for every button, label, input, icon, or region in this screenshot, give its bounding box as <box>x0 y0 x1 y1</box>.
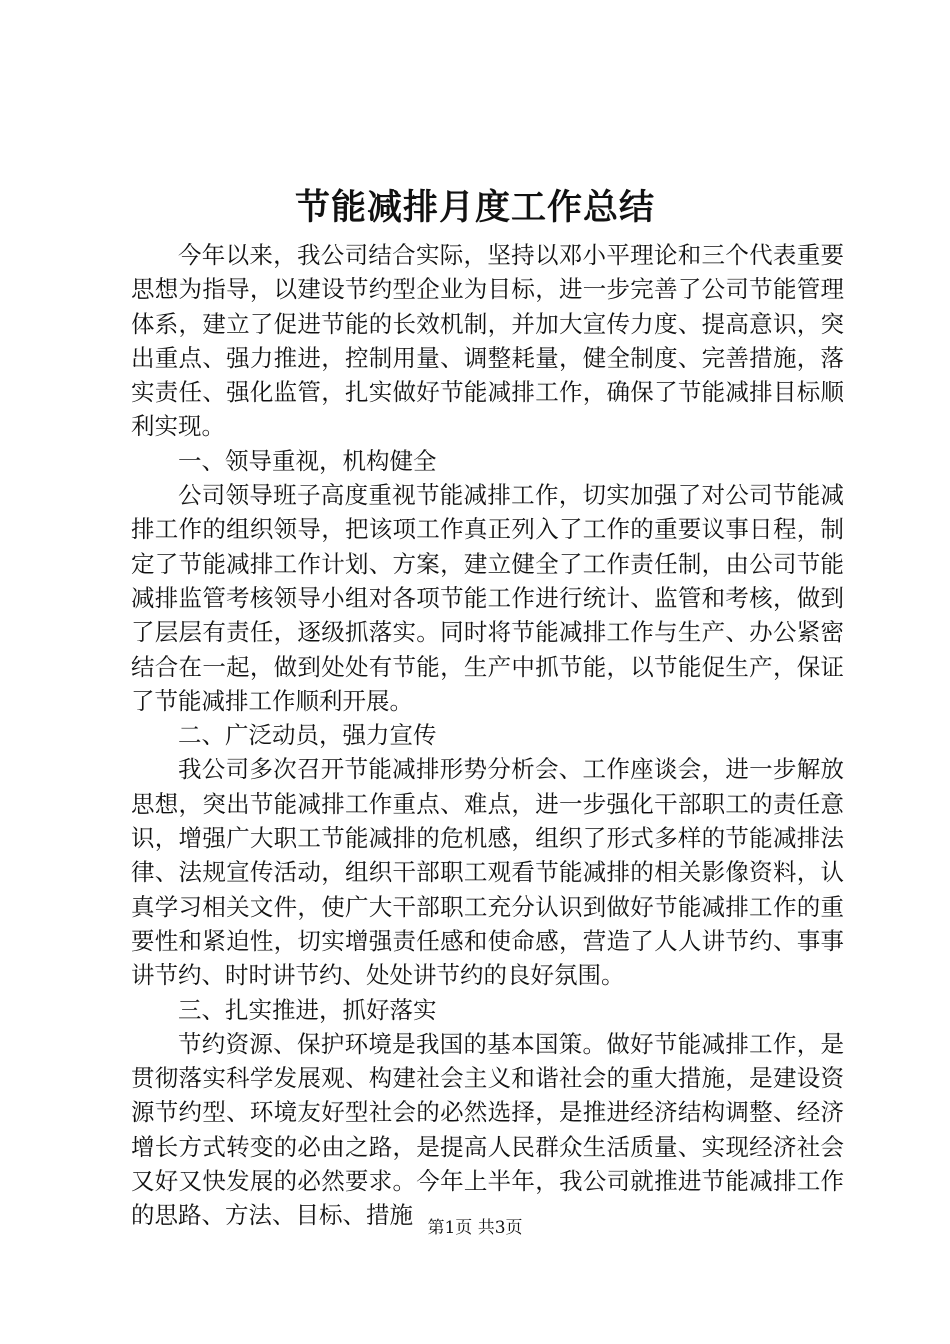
document-body <box>131 238 844 1233</box>
section-heading-3: 三、扎实推进，抓好落实 <box>178 995 437 1024</box>
page-number-footer: 第1页 共3页 <box>427 1218 523 1238</box>
document-title: 节能减排月度工作总结 <box>294 187 655 228</box>
paragraph-section-2: 我公司多次召开节能减排形势分析会、工作座谈会，进一步解放思想，突出节能减排工作重点、难点，进一步强化干部职工的责任意识，增强广大职工节能减排的危机感，组织了形式多样的节能减排法律、法规宣传活动，组织干部职工观看节能减排的相关影像资料，认真学习相关文件，使广大干部职工充分认识到做好节能减排工作的重要性和紧迫性，切实增强责任感和使命感，营造了人人讲节约、事事讲节约、时时讲节约、处处讲节约的良好氛围。 <box>131 755 844 990</box>
paragraph-intro: 今年以来，我公司结合实际，坚持以邓小平理论和三个代表重要思想为指导，以建设节约型企业为目标，进一步完善了公司节能管理体系，建立了促进节能的长效机制，并加大宣传力度、提高意识，突出重点、强力推进，控制用量、调整耗量，健全制度、完善措施，落实责任、强化监管，扎实做好节能减排工作，确保了节能减排目标顺利实现。 <box>131 241 844 441</box>
paragraph-section-1: 公司领导班子高度重视节能减排工作，切实加强了对公司节能减排工作的组织领导，把该项工作真正列入了工作的重要议事日程，制定了节能减排工作计划、方案，建立健全了工作责任制，由公司节能减排监管考核领导小组对各项节能工作进行统计、监管和考核，做到了层层有责任，逐级抓落实。同时将节能减排工作与生产、办公紧密结合在一起，做到处处有节能，生产中抓节能，以节能促生产，保证了节能减排工作顺利开展。 <box>131 481 844 715</box>
paragraph-section-3: 节约资源、保护环境是我国的基本国策。做好节能减排工作，是贯彻落实科学发展观、构建社会主义和谐社会的重大措施，是建设资源节约型、环境友好型社会的必然选择，是推进经济结构调整、经济增长方式转变的必由之路，是提高人民群众生活质量、实现经济社会又好又快发展的必然要求。今年上半年，我公司就推进节能减排工作的思路、方法、目标、措施 <box>131 1029 844 1230</box>
section-heading-1: 一、领导重视，机构健全 <box>178 446 437 475</box>
section-heading-2: 二、广泛动员，强力宣传 <box>178 721 437 750</box>
